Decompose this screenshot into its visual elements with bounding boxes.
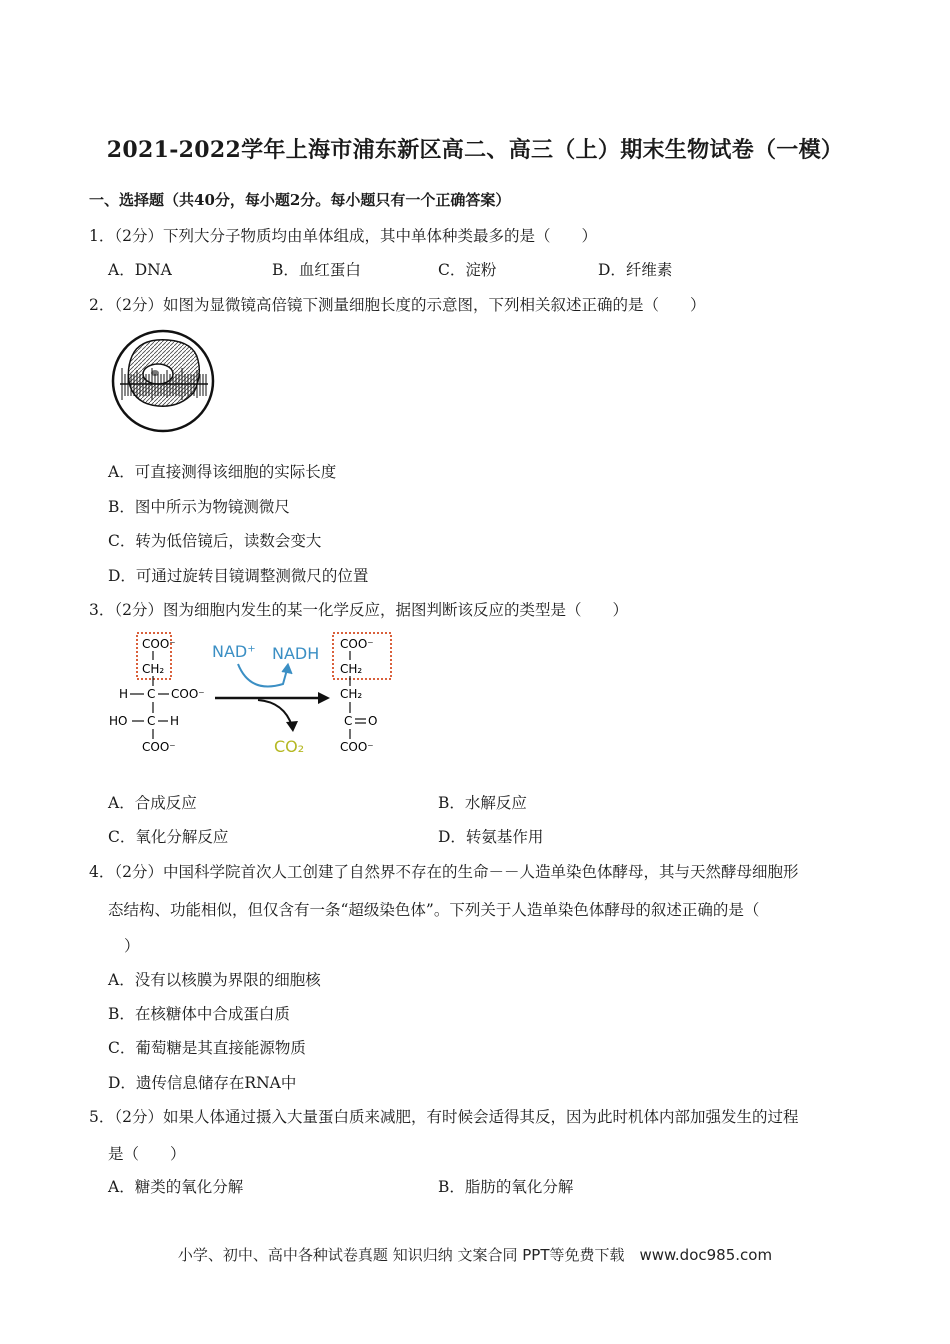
page-title: 2021-2022学年上海市浦东新区高二、高三（上）期末生物试卷（一模） <box>106 137 844 163</box>
question-4-line-3: ） <box>124 937 140 955</box>
q3-option-a: A．合成反应 <box>108 794 197 812</box>
nadh-label: NADH <box>272 644 320 663</box>
section-heading: 一、选择题（共40分，每小题2分。每小题只有一个正确答案） <box>89 191 511 209</box>
co2-label: CO₂ <box>274 737 305 756</box>
left-coo-top: COO⁻ <box>142 637 176 651</box>
q1-option-d: D．纤维素 <box>598 261 673 279</box>
question-2: 2．（2分）如图为显微镜高倍镜下测量细胞长度的示意图，下列相关叙述正确的是（ ） <box>89 296 706 314</box>
q4-option-d: D．遗传信息储存在RNA中 <box>108 1074 297 1092</box>
left-ch2: CH₂ <box>142 662 165 676</box>
question-1: 1．（2分）下列大分子物质均由单体组成，其中单体种类最多的是（ ） <box>89 227 597 245</box>
left-c1: C <box>147 687 156 701</box>
reaction-diagram <box>108 630 408 760</box>
q4-option-c: C．葡萄糖是其直接能源物质 <box>108 1039 306 1057</box>
right-ch2a: CH₂ <box>340 662 363 676</box>
micrometer-figure <box>110 326 216 436</box>
page-footer: 小学、初中、高中各种试卷真题 知识归纳 文案合同 PPT等免费下载 www.doc985.com <box>177 1246 773 1264</box>
q3-option-c: C．氧化分解反应 <box>108 828 229 846</box>
q3-option-b: B．水解反应 <box>438 794 527 812</box>
q2-option-a: A．可直接测得该细胞的实际长度 <box>108 463 337 481</box>
q1-option-c: C．淀粉 <box>438 261 497 279</box>
question-3: 3．（2分）图为细胞内发生的某一化学反应，据图判断该反应的类型是（ ） <box>89 601 628 619</box>
left-h: H <box>119 687 129 701</box>
q1-option-b: B．血红蛋白 <box>272 261 361 279</box>
q2-option-c: C．转为低倍镜后，读数会变大 <box>108 532 322 550</box>
q2-option-b: B．图中所示为物镜测微尺 <box>108 498 290 516</box>
left-ho: HO <box>109 714 128 728</box>
q4-option-b: B．在核糖体中合成蛋白质 <box>108 1005 290 1023</box>
right-c: C <box>344 714 353 728</box>
left-h2: H <box>170 714 180 728</box>
question-5-line-2: 是（ ） <box>108 1145 186 1163</box>
q4-option-a: A．没有以核膜为界限的细胞核 <box>108 971 321 989</box>
question-4-line-2: 态结构、功能相似，但仅含有一条“超级染色体”。下列关于人造单染色体酵母的叙述正确的是（ <box>108 901 760 919</box>
q2-option-d: D．可通过旋转目镜调整测微尺的位置 <box>108 567 369 585</box>
left-c2: C <box>147 714 156 728</box>
right-o: O <box>368 714 378 728</box>
q5-option-a: A．糖类的氧化分解 <box>108 1178 244 1196</box>
q3-option-d: D．转氨基作用 <box>438 828 544 846</box>
right-coo-top: COO⁻ <box>340 637 374 651</box>
right-coo-bot: COO⁻ <box>340 740 374 754</box>
nad-curved-arrow <box>238 664 288 687</box>
left-coo-mid: COO⁻ <box>171 687 205 701</box>
right-ch2b: CH₂ <box>340 687 363 701</box>
question-5-line-1: 5．（2分）如果人体通过摄入大量蛋白质来减肥，有时候会适得其反，因为此时机体内部加强发生的过程 <box>89 1108 799 1126</box>
nad-label: NAD⁺ <box>212 642 256 661</box>
q1-option-a: A．DNA <box>108 261 172 279</box>
q5-option-b: B．脂肪的氧化分解 <box>438 1178 574 1196</box>
left-coo-bot: COO⁻ <box>142 740 176 754</box>
question-4-line-1: 4．（2分）中国科学院首次人工创建了自然界不存在的生命－－人造单染色体酵母，其与天然酵母细胞形 <box>89 863 799 881</box>
